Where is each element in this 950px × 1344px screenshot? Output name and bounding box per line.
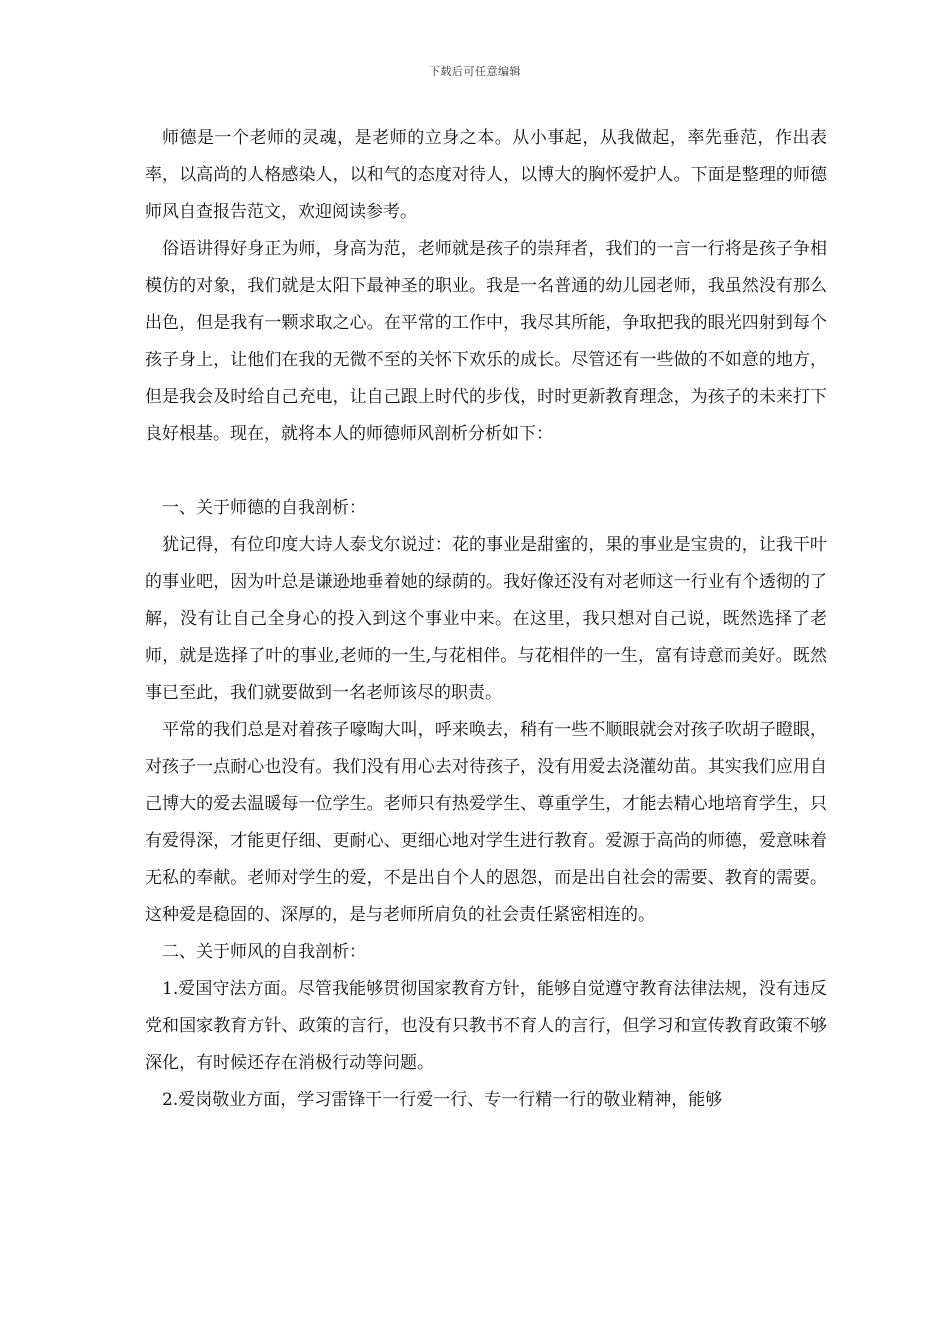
paragraph-overview: 俗语讲得好身正为师，身高为范，老师就是孩子的崇拜者，我们的一言一行将是孩子争相模仿的对象，我们就是太阳下最神圣的职业。我是一名普通的幼儿园老师，我虽然没有那么出色，但是我有一颗求取之心。在平常的工作中，我尽其所能，争取把我的眼光四射到每个孩子身上，让他们在我的无微不至的关怀下欢乐的成长。尽管还有一些做的不如意的地方，但是我会及时给自己充电，让自己跟上时代的步伐，时时更新教育理念，为孩子的未来打下良好根基。现在，就将本人的师德师风剖析分析如下： bbox=[145, 239, 827, 444]
paragraph-intro: 师德是一个老师的灵魂，是老师的立身之本。从小事起，从我做起，率先垂范，作出表率，以高尚的人格感染人，以和气的态度对待人，以博大的胸怀爱护人。下面是整理的师德师风自查报告范文，欢迎阅读参考。 bbox=[145, 128, 827, 222]
section-heading-ethics: 一、关于师德的自我剖析： bbox=[162, 498, 366, 518]
section-heading-style: 二、关于师风的自我剖析： bbox=[162, 942, 366, 962]
paragraph-ethics-1: 犹记得，有位印度大诗人泰戈尔说过：花的事业是甜蜜的，果的事业是宝贵的，让我干叶的事业吧，因为叶总是谦逊地垂着她的绿荫的。我好像还没有对老师这一行业有个透彻的了解，没有让自己全身心的投入到这个事业中来。在这里，我只想对自己说，既然选择了老师，就是选择了叶的事业,老师的一生,与花相伴。与花相伴的一生，富有诗意而美好。既然事已至此，我们就要做到一名老师该尽的职责。 bbox=[145, 535, 827, 703]
paragraph-ethics-2: 平常的我们总是对着孩子嚎啕大叫，呼来唤去，稍有一些不顺眼就会对孩子吹胡子瞪眼，对孩子一点耐心也没有。我们没有用心去对待孩子，没有用爱去浇灌幼苗。其实我们应用自己博大的爱去温暖每一位学生。老师只有热爱学生、尊重学生，才能去精心地培育学生，只有爱得深，才能更仔细、更耐心、更细心地对学生进行教育。爱源于高尚的师德，爱意味着无私的奉献。老师对学生的爱，不是出自个人的恩怨，而是出自社会的需要、教育的需要。这种爱是稳固的、深厚的，是与老师所肩负的社会责任紧密相连的。 bbox=[145, 720, 827, 925]
paragraph-style-2: 2.爱岗敬业方面，学习雷锋干一行爱一行、专一行精一行的敬业精神，能够 bbox=[162, 1090, 723, 1110]
page-header: 下载后可任意编辑 bbox=[429, 65, 521, 78]
paragraph-spacer bbox=[145, 453, 827, 490]
document-body bbox=[145, 120, 827, 1119]
paragraph-style-1: 1.爱国守法方面。尽管我能够贯彻国家教育方针，能够自觉遵守教育法律法规，没有违反党和国家教育方针、政策的言行，也没有只教书不育人的言行，但学习和宣传教育政策不够深化，有时候还存在消极行动等问题。 bbox=[145, 979, 827, 1073]
